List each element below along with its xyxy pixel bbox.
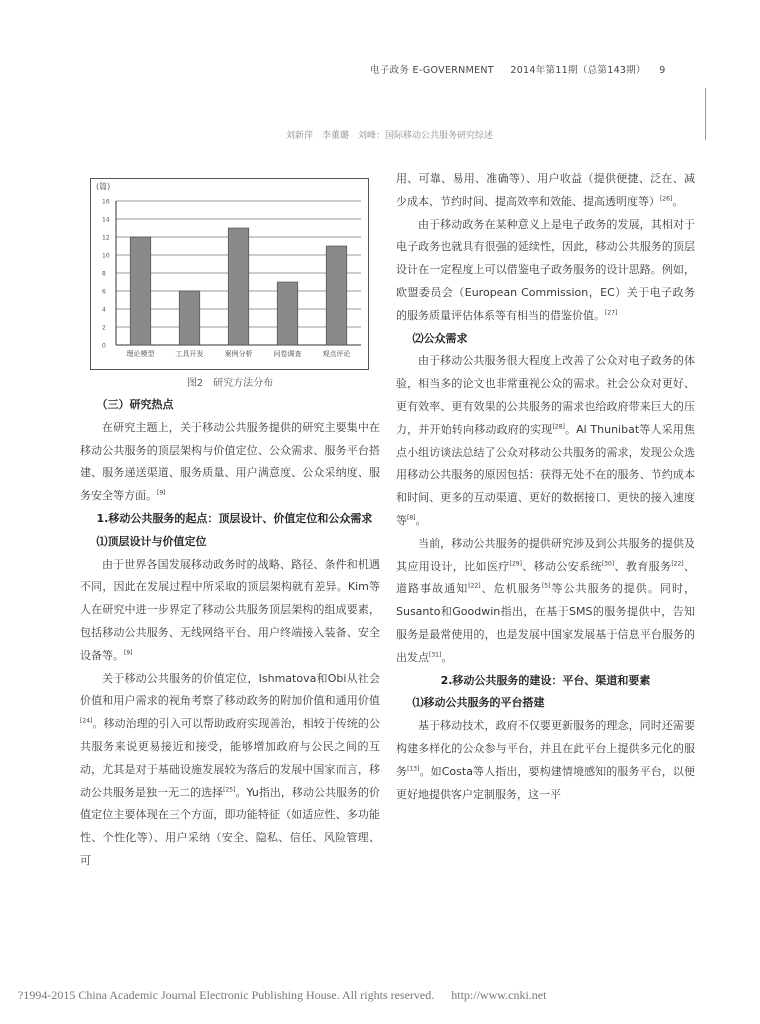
x-tick-label: 观点评论 [322,350,351,358]
bar-chart-figure [90,178,369,370]
y-axis-label: (篇) [96,182,111,191]
bar-chart [91,179,368,369]
paragraph: 关于移动公共服务的价值定位，Ishmatova和Obi从社会价值和用户需求的视角考察了移动政务的附加价值和通用价值[24]。移动治理的引入可以帮助政府实现善治，相较于传统的公共服务来说更易接近和接受，能够增加政府与公民之间的互动，尤其是对于基础设施发展较为落后的发展中国家而言，移动公共服务是独一无二的选择[25]。Yu指出，移动公共服务的价值定位主要体现在三个方面，即功能特征（如适应性、多功能性、个性化等）、用户采纳（安全、隐私、信任、风险管理、可 [80,671,380,867]
y-tick-label: 2 [102,324,106,332]
header-rule [705,88,706,140]
article-byline: 刘新萍 李董璐 刘峰：国际移动公共服务研究综述 [286,131,494,141]
paragraph: 由于移动政务在某种意义上是电子政务的发展，其相对于电子政务也就具有很强的延续性，因此，移动公共服务的顶层设计在一定程度上可以借鉴电子政务服务的设计思路。例如，欧盟委员会（European Commission，EC）关于电子政务的服务质量评估体系等有相当的借鉴价值。[27] [396,217,695,322]
left-column [80,394,380,873]
subsection-heading: 1.移动公共服务的起点：顶层设计、价值定位和公众需求 [96,511,373,525]
running-header [370,62,666,76]
citation: [22] [468,582,481,590]
paragraph: 在研究主题上，关于移动公共服务提供的研究主要集中在移动公共服务的顶层架构与价值定位、公众需求、服务平台搭建、服务递送渠道、服务质量、用户满意度、公众采纳度、服务安全等方面。[9] [80,420,380,503]
x-tick-label: 问卷调查 [273,350,302,358]
y-tick-label: 6 [102,288,106,296]
y-tick-label: 10 [102,252,110,260]
bar [179,291,200,345]
figure-caption: 图2 研究方法分布 [186,378,274,389]
citation: [13] [407,765,420,773]
bar [326,246,347,345]
citation: [9] [157,489,166,497]
x-tick-label: 案例分析 [224,350,253,358]
y-tick-label: 14 [102,216,110,224]
footer-url: http://www.cnki.net [451,988,547,1002]
citation: [5] [541,582,551,590]
bar [228,228,249,345]
citation: [29] [509,559,522,567]
subsection-heading: 2.移动公共服务的建设：平台、渠道和要素 [440,673,651,687]
page-footer [18,988,546,1003]
issue-info: 2014年第11期（总第143期） [510,65,646,76]
paragraph: 当前，移动公共服务的提供研究涉及到公共服务的提供及其应用设计，比如医疗[29]、移动公安系统[30]、教育服务[22]、道路事故通知[22]、危机服务[5]等公共服务的提供。同时，Susanto和Goodwin指出，在基于SMS的服务提供中，告知服务是最常使用的，也是发展中国家发展基于信息平台服务的出发点[31]。 [396,536,696,664]
x-tick-label: 理论模型 [126,350,155,358]
y-tick-label: 4 [102,306,106,314]
y-tick-label: 8 [102,270,106,278]
bar [277,282,298,345]
citation: [30] [601,559,615,567]
citation: [24] [80,717,93,725]
journal-name: 电子政务 E-GOVERNMENT [370,65,494,76]
paragraph: 由于世界各国发展移动政务时的战略、路径、条件和机遇不同，因此在发展过程中所采取的顶层架构就有差异。Kim等人在研究中进一步界定了移动公共服务顶层架构的组成要素，包括移动公共服务、无线网络平台、用户终端接入装备、安全设备等。[9] [80,557,380,662]
citation: [22] [671,559,684,567]
copyright-text: ?1994-2015 China Academic Journal Electronic Publishing House. All rights reserved. [18,988,435,1002]
right-column [396,168,695,806]
citation: [8] [407,514,416,522]
y-tick-label: 16 [102,198,110,206]
paragraph: 基于移动技术，政府不仅要更新服务的理念，同时还需要构建多样化的公众参与平台，并且在此平台上提供多元化的服务[13]。如Costa等人指出，要构建情境感知的服务平台，以便更好地提供客户定制服务，这一平 [396,719,695,801]
section-heading: （三）研究热点 [96,398,174,411]
citation: [25] [223,785,236,793]
paragraph: 用、可靠、易用、准确等）、用户收益（提供便捷、泛在、减少成本、节约时间、提高效率和效能、提高透明度等）[26]。 [396,172,695,208]
subsubsection-heading: ⑵公众需求 [412,331,468,345]
paragraph: 由于移动公共服务很大程度上改善了公众对电子政务的体验，相当多的论文也非常重视公众的需求。社会公众对更好、更有效率、更有效果的公共服务的需求也给政府带来巨大的压力，并开始转向移动政府的实现[28]。Al Thunibat等人采用焦点小组访谈法总结了公众对移动公共服务的需求，发现公众选用移动公共服务的原因包括：获得无处不在的服务、节约成本和时间、更多的互动渠道、更好的数据接口、更快的接入速度等[8]。 [396,354,696,527]
y-tick-label: 12 [102,234,110,242]
citation: [26] [660,195,673,203]
bar [130,237,151,345]
page-number: 9 [659,65,666,76]
citation: [27] [605,309,618,317]
y-tick-label: 0 [102,342,106,350]
subsubsection-heading: ⑴顶层设计与价值定位 [96,534,207,548]
subsubsection-heading: ⑴移动公共服务的平台搭建 [412,696,545,710]
citation: [31] [429,651,442,659]
citation: [9] [124,649,133,657]
x-tick-label: 工具开发 [175,350,204,358]
citation: [28] [552,423,565,431]
